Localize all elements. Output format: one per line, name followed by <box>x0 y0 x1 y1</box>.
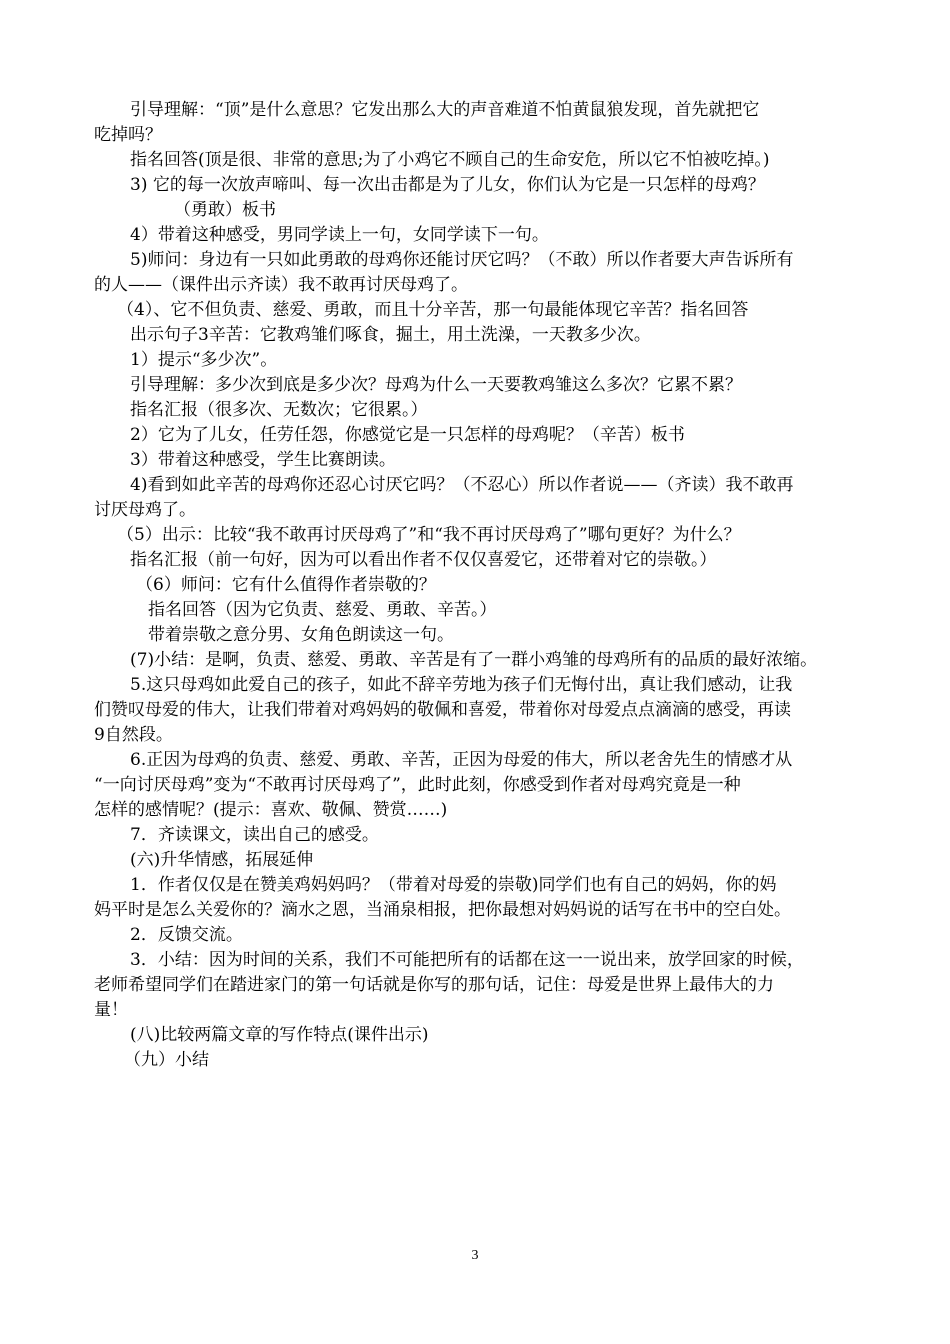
text-line: 们赞叹母爱的伟大，让我们带着对鸡妈妈的敬佩和喜爱，带着你对母爱点点滴滴的感受，再读 <box>94 700 791 720</box>
text-line: (八)比较两篇文章的写作特点(课件出示) <box>130 1025 429 1045</box>
text-line: 的人——（课件出示齐读）我不敢再讨厌母鸡了。 <box>94 275 468 295</box>
text-line: 6.正因为母鸡的负责、慈爱、勇敢、辛苦，正因为母爱的伟大，所以老舍先生的情感才从 <box>130 750 793 770</box>
text-line: 7．齐读课文，读出自己的感受。 <box>130 825 379 845</box>
text-line: 老师希望同学们在踏进家门的第一句话就是你写的那句话，记住：母爱是世界上最伟大的力 <box>94 975 774 995</box>
text-line: 指名回答(顶是很、非常的意思;为了小鸡它不顾自己的生命安危，所以它不怕被吃掉。) <box>130 150 770 170</box>
text-line: 怎样的感情呢？(提示：喜欢、敬佩、赞赏……) <box>94 800 448 820</box>
text-line: （勇敢）板书 <box>174 200 276 220</box>
text-line: 2．反馈交流。 <box>130 925 243 945</box>
text-line: （6）师问：它有什么值得作者崇敬的？ <box>136 575 436 595</box>
text-line: 指名回答（因为它负责、慈爱、勇敢、辛苦。） <box>148 600 497 620</box>
text-line: 2）它为了儿女，任劳任怨，你感觉它是一只怎样的母鸡呢？（辛苦）板书 <box>130 425 685 445</box>
text-line: (7)小结：是啊，负责、慈爱、勇敢、辛苦是有了一群小鸡雏的母鸡所有的品质的最好浓缩。 <box>130 650 818 670</box>
text-line: 讨厌母鸡了。 <box>94 500 196 520</box>
text-line: 妈平时是怎么关爱你的？滴水之恩，当涌泉相报，把你最想对妈妈说的话写在书中的空白处。 <box>94 900 791 920</box>
text-line: 4)看到如此辛苦的母鸡你还忍心讨厌它吗？（不忍心）所以作者说——（齐读）我不敢再 <box>130 475 794 495</box>
text-line: (六)升华情感，拓展延伸 <box>130 850 314 870</box>
text-line: 5)师问：身边有一只如此勇敢的母鸡你还能讨厌它吗？（不敢）所以作者要大声告诉所有 <box>130 250 794 270</box>
text-line: 出示句子3辛苦：它教鸡雏们啄食，掘土，用土洗澡，一天教多少次。 <box>130 325 651 345</box>
text-line: 量！ <box>94 1000 128 1020</box>
text-line: 3）带着这种感受，学生比赛朗读。 <box>130 450 396 470</box>
text-line: 5.这只母鸡如此爱自己的孩子，如此不辞辛劳地为孩子们无悔付出，真让我们感动，让我 <box>130 675 793 695</box>
text-line: 1）提示“多少次”。 <box>130 350 278 370</box>
text-line: 3) 它的每一次放声啼叫、每一次出击都是为了儿女，你们认为它是一只怎样的母鸡？ <box>130 175 765 195</box>
text-line: 吃掉吗？ <box>94 125 162 145</box>
text-line: 1．作者仅仅是在赞美鸡妈妈吗？（带着对母爱的崇敬)同学们也有自己的妈妈，你的妈 <box>130 875 777 895</box>
text-line: 指名汇报（前一句好，因为可以看出作者不仅仅喜爱它，还带着对它的崇敬。） <box>130 550 717 570</box>
text-line: 9自然段。 <box>94 725 173 745</box>
text-line: （5）出示：比较“我不敢再讨厌母鸡了”和“我不再讨厌母鸡了”哪句更好？为什么？ <box>117 525 741 545</box>
text-line: 4）带着这种感受，男同学读上一句，女同学读下一句。 <box>130 225 549 245</box>
text-line: 3．小结：因为时间的关系，我们不可能把所有的话都在这一一说出来，放学回家的时候， <box>130 950 804 970</box>
text-line: （4）、它不但负责、慈爱、勇敢，而且十分辛苦，那一句最能体现它辛苦？指名回答 <box>117 300 749 320</box>
text-line: 引导理解：多少次到底是多少次？母鸡为什么一天要教鸡雏这么多次？它累不累？ <box>130 375 742 395</box>
text-line: 引导理解：“顶”是什么意思？它发出那么大的声音难道不怕黄鼠狼发现，首先就把它 <box>130 100 760 120</box>
text-line: 带着崇敬之意分男、女角色朗读这一句。 <box>148 625 454 645</box>
text-line: “一向讨厌母鸡”变为“不敢再讨厌母鸡了”，此时此刻，你感受到作者对母鸡究竟是一种 <box>94 775 741 795</box>
text-line: （九）小结 <box>124 1050 209 1070</box>
page-number: 3 <box>471 1248 479 1263</box>
text-line: 指名汇报（很多次、无数次；它很累。） <box>130 400 428 420</box>
